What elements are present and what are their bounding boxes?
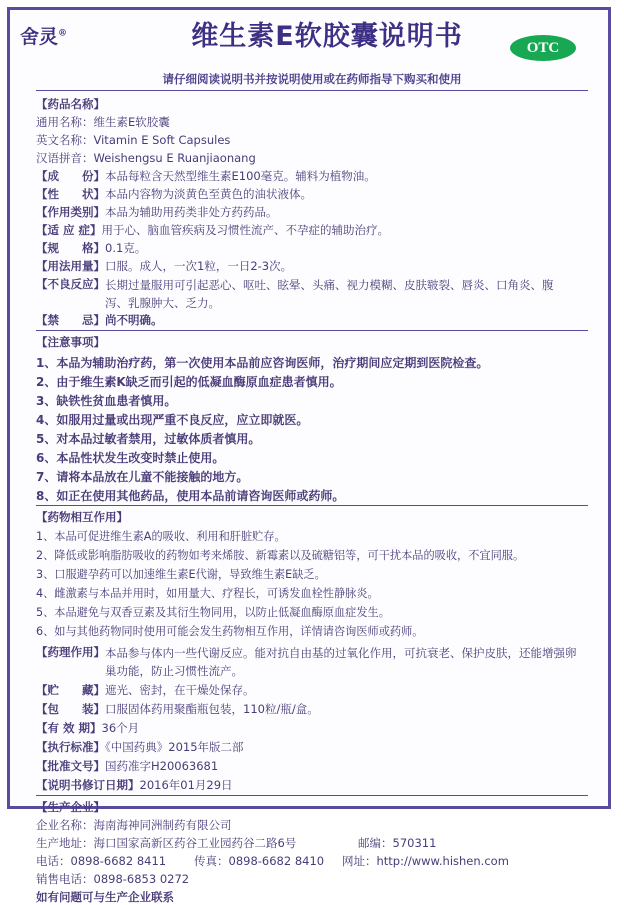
spec-value: 0.1克。	[105, 241, 147, 255]
properties-value: 本品内容物为淡黄色至黄色的油状液体。	[105, 187, 312, 201]
precaution-item: 1、本品为辅助治疗药，第一次使用本品前应咨询医师，治疗期间应定期到医院检查。	[36, 356, 489, 370]
phone: 电话：0898-6682 8411	[36, 854, 167, 868]
indications-row	[36, 222, 389, 238]
postcode: 邮编：570311	[358, 836, 437, 850]
interaction-item: 4、雌激素与本品并用时，如用量大、疗程长，可诱发血栓性静脉炎。	[36, 587, 379, 600]
footer-note: 如有问题可与生产企业联系	[36, 890, 174, 904]
drug-name-header: 【药品名称】	[36, 97, 105, 111]
precaution-item: 7、请将本品放在儿童不能接触的地方。	[36, 470, 249, 484]
interactions-header: 【药物相互作用】	[36, 510, 128, 524]
interaction-item: 3、口服避孕药可以加速维生素E代谢，导致维生素E缺乏。	[36, 568, 326, 581]
contra-label: 【禁 忌】	[36, 313, 105, 327]
dosage-row	[36, 258, 292, 274]
dosage-label: 【用法用量】	[36, 259, 105, 273]
english-name: 英文名称：Vitamin E Soft Capsules	[36, 133, 231, 147]
section-divider	[36, 795, 588, 796]
top-divider	[36, 90, 588, 91]
composition-value: 本品每粒含天然型维生素E100毫克。辅料为植物油。	[105, 169, 376, 183]
storage-label: 【贮 藏】	[36, 683, 105, 697]
package-value: 口服固体药用聚酯瓶包装，110粒/瓶/盒。	[105, 702, 319, 716]
precaution-item: 4、如服用过量或出现严重不良反应，应立即就医。	[36, 413, 309, 427]
pharmacology-value: 本品参与体内一些代谢反应。能对抗自由基的过氧化作用，可抗衰老、保护皮肤，还能增强卵巢功能，防止习惯性流产。	[105, 646, 577, 678]
precaution-item: 2、由于维生素K缺乏而引起的低凝血酶原血症患者慎用。	[36, 375, 342, 389]
sales-phone: 销售电话：0898-6853 0272	[36, 872, 190, 886]
interaction-item: 6、如与其他药物同时使用可能会发生药物相互作用，详情请咨询医师或药师。	[36, 625, 424, 638]
category-row	[36, 204, 278, 220]
contra-value: 尚不明确。	[105, 313, 163, 327]
storage-row	[36, 682, 255, 698]
generic-name: 通用名称：维生素E软胶囊	[36, 115, 170, 129]
adverse-value: 长期过量服用可引起恶心、呕吐、眩晕、头痛、视力模糊、皮肤皲裂、唇炎、口角炎、腹泻、乳腺肿大、乏力。	[105, 278, 554, 310]
standard-label: 【执行标准】	[36, 740, 105, 754]
category-value: 本品为辅助用药类非处方药药品。	[105, 205, 278, 219]
approval-label: 【批准文号】	[36, 759, 105, 773]
revision-value: 2016年01月29日	[139, 778, 233, 792]
precaution-item: 5、对本品过敏者禁用，过敏体质者慎用。	[36, 432, 261, 446]
precautions-header: 【注意事项】	[36, 335, 105, 349]
adverse-row	[36, 276, 565, 312]
registered-mark: ®	[58, 28, 68, 39]
pharmacology-row	[36, 644, 579, 680]
storage-value: 遮光、密封，在干燥处保存。	[105, 683, 255, 697]
revision-row	[36, 777, 233, 793]
category-label: 【作用类别】	[36, 205, 105, 219]
validity-value: 36个月	[101, 721, 140, 735]
properties-row	[36, 186, 312, 202]
section-divider	[36, 505, 588, 506]
approval-value: 国药准字H20063681	[105, 759, 219, 773]
page-title: 维生素E软胶囊说明书	[191, 21, 463, 52]
page-subtitle: 请仔细阅读说明书并按说明使用或在药师指导下购买和使用	[162, 72, 462, 86]
spec-row	[36, 240, 146, 256]
pinyin-name: 汉语拼音：Weishengsu E Ruanjiaonang	[36, 151, 256, 165]
spec-label: 【规 格】	[36, 241, 105, 255]
fax: 传真：0898-6682 8410	[194, 854, 325, 868]
package-label: 【包 装】	[36, 702, 105, 716]
precaution-item: 8、如正在使用其他药品，使用本品前请咨询医师或药师。	[36, 489, 345, 503]
company-name: 企业名称：海南海神同洲制药有限公司	[36, 818, 232, 832]
interaction-item: 1、本品可促进维生素A的吸收、利用和肝脏贮存。	[36, 530, 286, 543]
manufacturer-header: 【生产企业】	[36, 800, 105, 814]
indications-label: 【适 应 症】	[36, 223, 102, 237]
properties-label: 【性 状】	[36, 187, 105, 201]
interaction-item: 2、降低或影响脂肪吸收的药物如考来烯胺、新霉素以及硫糖铝等，可干扰本品的吸收，不宜同服。	[36, 549, 525, 562]
composition-row	[36, 168, 376, 184]
brand-name: 舍灵	[20, 26, 59, 48]
precaution-item: 3、缺铁性贫血患者慎用。	[36, 394, 177, 408]
package-row	[36, 701, 319, 717]
validity-label: 【有 效 期】	[36, 721, 102, 735]
indications-value: 用于心、脑血管疾病及习惯性流产、不孕症的辅助治疗。	[101, 223, 390, 237]
production-address: 生产地址：海口国家高新区药谷工业园药谷二路6号	[36, 836, 297, 850]
precaution-item: 6、本品性状发生改变时禁止使用。	[36, 451, 225, 465]
contra-row	[36, 312, 163, 328]
dosage-value: 口服。成人，一次1粒，一日2-3次。	[105, 259, 293, 273]
pharmacology-label: 【药理作用】	[36, 645, 105, 659]
otc-badge: OTC	[510, 35, 576, 61]
brand-logo	[20, 22, 67, 49]
revision-label: 【说明书修订日期】	[36, 778, 140, 792]
standard-row	[36, 739, 244, 755]
standard-value: 《中国药典》2015年版二部	[105, 740, 244, 754]
validity-row	[36, 720, 139, 736]
website: 网址：http://www.hishen.com	[342, 854, 509, 868]
approval-row	[36, 758, 218, 774]
section-divider	[36, 330, 588, 331]
composition-label: 【成 份】	[36, 169, 105, 183]
interaction-item: 5、本品避免与双香豆素及其衍生物同用，以防止低凝血酶原血症发生。	[36, 606, 390, 619]
adverse-label: 【不良反应】	[36, 277, 105, 291]
